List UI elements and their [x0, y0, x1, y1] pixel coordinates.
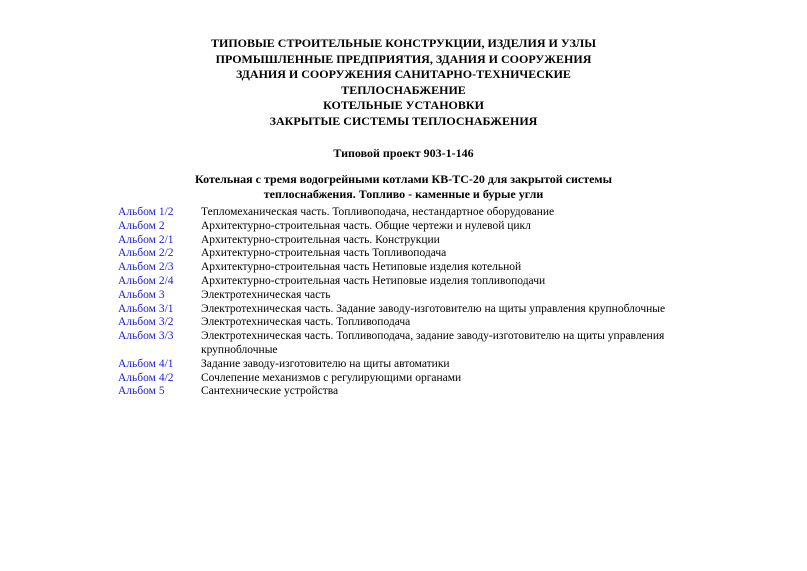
album-link[interactable]: Альбом 5 — [118, 385, 165, 398]
project-number: Типовой проект 903-1-146 — [333, 146, 474, 160]
album-row — [118, 358, 678, 372]
album-link[interactable]: Альбом 1/2 — [118, 206, 174, 218]
header-line: КОТЕЛЬНЫЕ УСТАНОВКИ — [323, 98, 484, 112]
album-link[interactable]: Альбом 3/3 — [118, 330, 174, 343]
album-row — [118, 275, 678, 289]
album-link[interactable]: Альбом 4/2 — [118, 371, 174, 384]
document-header — [0, 36, 807, 129]
album-description: Электротехническая часть. Задание заводу-изготовителю на щиты управления крупноблочные — [201, 302, 666, 315]
album-link[interactable]: Альбом 2/2 — [118, 247, 174, 260]
album-link[interactable]: Альбом 3/2 — [118, 316, 174, 329]
project-title — [0, 172, 807, 202]
album-link[interactable]: Альбом 3/1 — [118, 302, 174, 315]
header-line: ЗДАНИЯ И СООРУЖЕНИЯ САНИТАРНО-ТЕХНИЧЕСКИЕ — [236, 67, 571, 81]
header-line: ЗАКРЫТЫЕ СИСТЕМЫ ТЕПЛОСНАБЖЕНИЯ — [269, 113, 538, 128]
album-description: Тепломеханическая часть. Топливоподача, нестандартное оборудование — [201, 206, 555, 218]
album-row — [118, 289, 678, 303]
album-description: Архитектурно-строительная часть. Общие чертежи и нулевой цикл — [201, 219, 531, 232]
album-link[interactable]: Альбом 2 — [118, 219, 165, 232]
project-title-line: Котельная с тремя водогрейными котлами КВ-ТС-20 для закрытой системы — [195, 172, 612, 186]
album-row — [118, 206, 678, 220]
album-description: Электротехническая часть. Топливоподача, задание заводу-изготовителю на щиты управления крупноблочные — [201, 330, 665, 356]
album-link[interactable]: Альбом 4/1 — [118, 357, 174, 370]
album-description: Задание заводу-изготовителю на щиты автоматики — [201, 357, 450, 370]
album-description: Архитектурно-строительная часть. Конструкции — [201, 233, 440, 246]
album-link[interactable]: Альбом 2/4 — [118, 274, 174, 287]
album-description: Архитектурно-строительная часть Нетиповые изделия котельной — [201, 261, 522, 274]
album-row — [118, 330, 678, 358]
album-row — [118, 261, 678, 275]
album-description: Архитектурно-строительная часть Нетиповые изделия топливоподачи — [201, 274, 546, 287]
header-line: ТЕПЛОСНАБЖЕНИЕ — [341, 82, 466, 97]
album-link[interactable]: Альбом 2/1 — [118, 233, 174, 246]
album-link[interactable]: Альбом 2/3 — [118, 261, 174, 274]
album-link[interactable]: Альбом 3 — [118, 288, 165, 301]
album-row — [118, 303, 678, 317]
album-row — [118, 316, 678, 330]
album-row — [118, 372, 678, 386]
header-line: ПРОМЫШЛЕННЫЕ ПРЕДПРИЯТИЯ, ЗДАНИЯ И СООРУЖЕНИЯ — [215, 51, 592, 66]
project-title-line: теплоснабжения. Топливо - каменные и бурые угли — [263, 187, 544, 201]
album-description: Сочлепение механизмов с регулирующими органами — [201, 371, 462, 384]
album-row — [118, 247, 678, 261]
album-row — [118, 234, 678, 248]
album-row — [118, 385, 678, 399]
album-list — [118, 206, 678, 399]
album-row — [118, 220, 678, 234]
header-line: ТИПОВЫЕ СТРОИТЕЛЬНЫЕ КОНСТРУКЦИИ, ИЗДЕЛИЯ И УЗЛЫ — [210, 36, 596, 50]
album-description: Сантехнические устройства — [201, 385, 339, 398]
album-description: Электротехническая часть — [201, 288, 331, 301]
album-description: Электротехническая часть. Топливоподача — [201, 316, 411, 329]
album-description: Архитектурно-строительная часть Топливоподача — [201, 247, 447, 260]
